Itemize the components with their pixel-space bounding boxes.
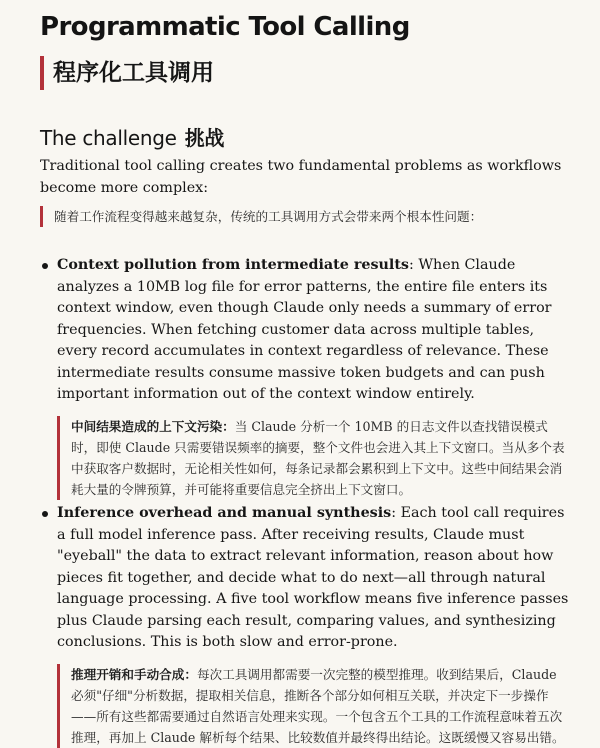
bullet-body-zh: 当 Claude 分析一个 10MB 的日志文件以查找错误模式时，即使 Claude 只需要错误频率的摘要，整个文件也会进入其上下文窗口。当从多个表中获取客户数据时，无论相关性如何，每条记录都会累积到上下文中。这些中间结果会消耗大量的令牌预算，并可能将重要信息完全挤出上下文窗口。 [71,418,565,497]
section-heading-en: The challenge [40,126,177,150]
bullet-body: : When Claude analyzes a 10MB log file for error patterns, the entire file enters its context window, even though Claude only needs a summary of error frequencies. When fetching customer data across multiple tables, every record accumulates in context regardless of relevance. These intermediate results consume massive token budgets and can push important information out of the context window entirely. [57,257,552,402]
bullet-translation [57,416,571,500]
list-item [40,503,572,748]
section-heading-zh: 挑战 [184,126,225,150]
page-title: Programmatic Tool Calling [40,12,410,42]
bullet-term-zh: 中间结果造成的上下文污染： [71,418,235,434]
bullet-body-zh: 每次工具调用都需要一次完整的模型推理。收到结果后，Claude 必须"仔细"分析数据，提取相关信息，推断各个部分如何相互关联，并决定下一步操作——所有这些都需要通过自然语言处理来实现。一个包含五个工具的工作流程意味着五次推理，再加上 Claude 解析每个结果、比较数值并最终得出结论。这既缓慢又容易出错。 [71,666,565,745]
section-heading [40,122,224,151]
page-title-zh: 程序化工具调用 [40,56,214,90]
intro-paragraph: Traditional tool calling creates two fundamental problems as workflows become more complex: [40,158,562,196]
bullet-dot [42,263,48,269]
bullet-translation [57,664,571,748]
bullet-term-zh: 推理开销和手动合成： [71,666,197,682]
bullet-term: Inference overhead and manual synthesis [57,505,392,521]
bullet-dot [42,511,48,517]
bullet-body: : Each tool call requires a full model inference pass. After receiving results, Claude must "eyeball" the data to extract relevant information, reason about how pieces fit together, and decide what to do next—all through natural language processing. A five tool workflow means five inference passes plus Claude parsing each result, comparing values, and synthesizing conclusions. This is both slow and error-prone. [57,505,569,650]
bullet-text [57,255,571,406]
bullet-text [57,503,571,654]
bullet-term: Context pollution from intermediate results [57,257,409,273]
list-item [40,255,572,500]
intro-paragraph-zh: 随着工作流程变得越来越复杂，传统的工具调用方式会带来两个根本性问题： [40,206,572,227]
